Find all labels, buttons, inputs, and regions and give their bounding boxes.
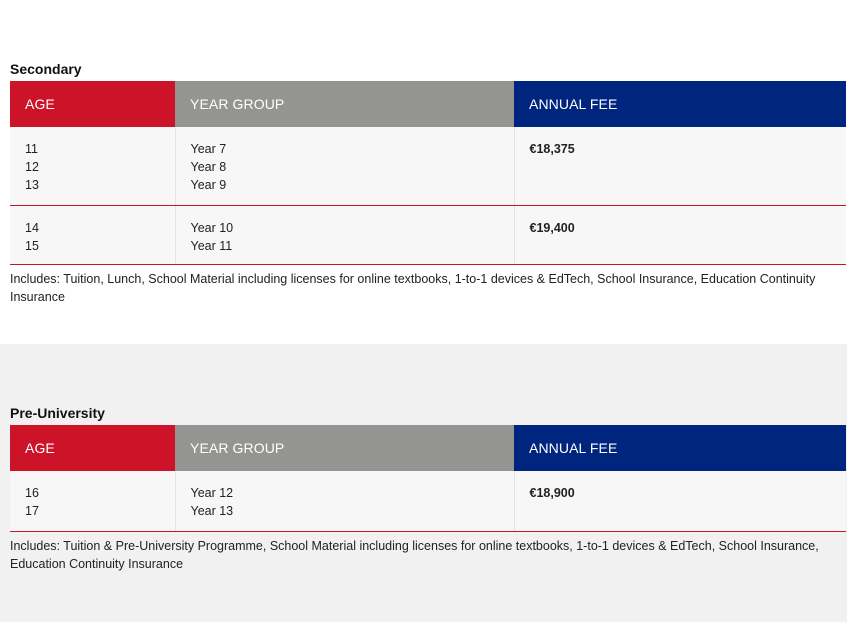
age-cell	[10, 471, 175, 531]
header-year-group: YEAR GROUP	[175, 425, 514, 471]
header-age: AGE	[10, 425, 175, 471]
year-group-cell	[175, 127, 514, 205]
table-header-row	[10, 425, 846, 471]
preuniversity-section	[0, 344, 847, 622]
table-row	[10, 205, 846, 264]
age-value: 13	[25, 178, 39, 192]
section-title-preuniversity: Pre-University	[10, 405, 105, 421]
annual-fee-value: €19,400	[529, 220, 575, 235]
table-header-row	[10, 81, 846, 127]
year-group-cell	[175, 205, 514, 264]
includes-note-preuniversity: Includes: Tuition & Pre-University Programme, School Material including licenses for online textbooks, 1-to-1 devices & EdTech, School Insurance, Education Continuity Insurance	[10, 539, 819, 571]
year-group-value: Year 8	[190, 160, 227, 174]
age-cell	[10, 205, 175, 264]
year-group-cell	[175, 471, 514, 531]
year-group-value: Year 11	[190, 238, 233, 253]
age-cell	[10, 127, 175, 205]
year-group-value: Year 12	[190, 486, 234, 500]
table-row	[10, 471, 846, 531]
age-value: 14	[25, 220, 39, 235]
secondary-fee-table	[10, 81, 846, 265]
year-group-value: Year 9	[190, 178, 227, 192]
header-age: AGE	[10, 81, 175, 127]
header-annual-fee: ANNUAL FEE	[514, 81, 846, 127]
year-group-value: Year 13	[190, 504, 234, 518]
header-year-group: YEAR GROUP	[175, 81, 514, 127]
age-value: 12	[25, 160, 39, 174]
age-value: 15	[25, 238, 39, 253]
annual-fee-cell	[514, 127, 846, 205]
age-value: 11	[25, 142, 38, 156]
annual-fee-value: €18,375	[529, 142, 575, 156]
year-group-value: Year 7	[190, 142, 227, 156]
annual-fee-cell	[514, 205, 846, 264]
preuniversity-fee-table	[10, 425, 846, 532]
header-annual-fee: ANNUAL FEE	[514, 425, 846, 471]
section-title-secondary: Secondary	[10, 61, 82, 77]
includes-note-secondary: Includes: Tuition, Lunch, School Material including licenses for online textbooks, 1-to-1 devices & EdTech, School Insurance, Education Continuity Insurance	[10, 272, 816, 304]
age-value: 17	[25, 504, 39, 518]
age-value: 16	[25, 486, 39, 500]
table-row	[10, 127, 846, 205]
annual-fee-cell	[514, 471, 846, 531]
year-group-value: Year 10	[190, 220, 234, 235]
annual-fee-value: €18,900	[529, 486, 575, 500]
